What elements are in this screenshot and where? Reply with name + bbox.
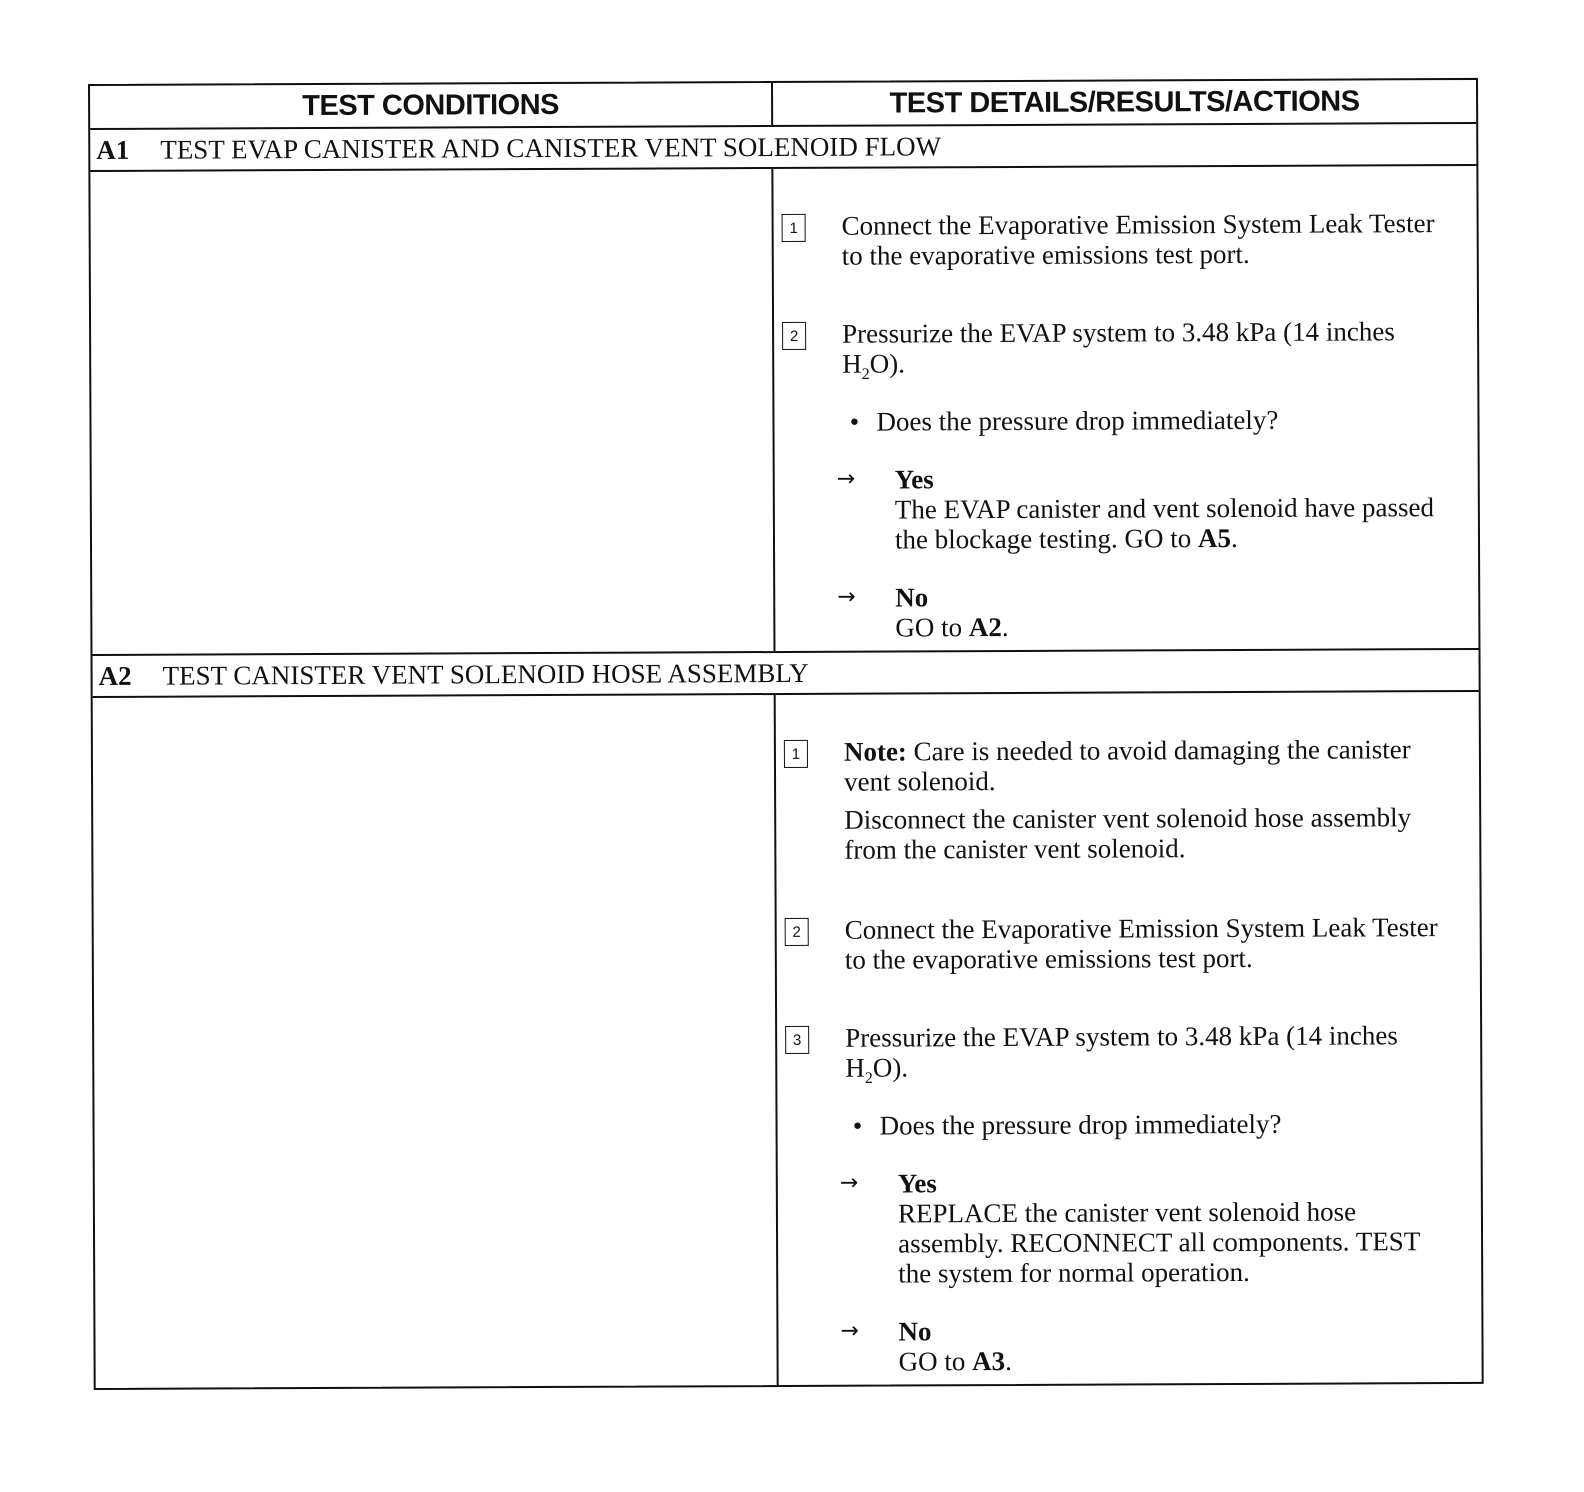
step-text-part: Pressurize the EVAP system to 3.48 kPa (14 inches H bbox=[845, 1020, 1398, 1083]
result-yes bbox=[840, 1166, 1459, 1289]
step-text-part: O). bbox=[869, 348, 906, 379]
section-a2-title bbox=[92, 650, 1478, 698]
result-text-part: GO to bbox=[895, 612, 969, 643]
note-label: Note: bbox=[843, 736, 907, 767]
section-a2-body bbox=[93, 692, 1482, 1388]
test-conditions-cell bbox=[93, 695, 779, 1388]
question-text: Does the pressure drop immediately? bbox=[876, 404, 1279, 437]
result-ref: A2 bbox=[968, 612, 1002, 643]
result-no bbox=[840, 1314, 1458, 1377]
section-a1-title bbox=[90, 124, 1476, 172]
result-ref: A5 bbox=[1197, 523, 1231, 554]
step-number-box: 2 bbox=[782, 322, 806, 350]
question-text: Does the pressure drop immediately? bbox=[879, 1108, 1282, 1141]
note-text: Care is needed to avoid damaging the canister vent solenoid. bbox=[843, 734, 1411, 797]
result-text bbox=[898, 1196, 1458, 1288]
step-2 bbox=[782, 316, 1442, 390]
step-number-box: 1 bbox=[782, 214, 806, 242]
step-2 bbox=[785, 912, 1445, 975]
header-test-conditions: TEST CONDITIONS bbox=[90, 83, 773, 128]
result-end: . bbox=[1001, 611, 1009, 643]
test-details-cell bbox=[776, 692, 1482, 1385]
step-1 bbox=[784, 734, 1445, 865]
result-text bbox=[899, 1344, 1459, 1376]
result-ref: A3 bbox=[972, 1346, 1006, 1377]
result-label: Yes bbox=[894, 464, 934, 495]
arrow-right-icon: → bbox=[837, 584, 856, 610]
step-number-box: 1 bbox=[784, 740, 808, 768]
step-number-box: 2 bbox=[785, 918, 809, 946]
question-item bbox=[832, 405, 1278, 437]
subscript: 2 bbox=[864, 1069, 873, 1088]
step-text bbox=[845, 1020, 1445, 1094]
result-label: No bbox=[898, 1316, 932, 1347]
step-text bbox=[844, 734, 1445, 865]
section-title-text: TEST EVAP CANISTER AND CANISTER VENT SOLENOID FLOW bbox=[160, 130, 942, 165]
step-number-box: 3 bbox=[785, 1026, 809, 1054]
section-code: A1 bbox=[96, 134, 130, 165]
step-1 bbox=[782, 208, 1442, 271]
result-text bbox=[895, 492, 1455, 554]
header-test-details: TEST DETAILS/RESULTS/ACTIONS bbox=[889, 84, 1360, 120]
bullet-icon: • bbox=[849, 406, 860, 437]
step-text: Connect the Evaporative Emission System Leak Tester to the evaporative emissions test port. bbox=[841, 208, 1435, 271]
result-text-part: The EVAP canister and vent solenoid have passed the blockage testing. GO to bbox=[894, 492, 1435, 555]
result-end: . bbox=[1230, 522, 1238, 554]
result-label: Yes bbox=[897, 1168, 937, 1199]
question-item bbox=[835, 1109, 1281, 1141]
arrow-right-icon: → bbox=[839, 1170, 859, 1196]
result-label: No bbox=[895, 582, 929, 613]
step-text: Connect the Evaporative Emission System Leak Tester to the evaporative emissions test port. bbox=[844, 912, 1438, 975]
subscript: 2 bbox=[861, 365, 870, 384]
step-text-part: O). bbox=[872, 1052, 909, 1083]
step-3 bbox=[785, 1020, 1445, 1094]
result-yes bbox=[837, 462, 1455, 555]
section-a1-body bbox=[90, 166, 1478, 656]
table-header bbox=[90, 80, 1476, 130]
arrow-right-icon: → bbox=[840, 1318, 859, 1344]
diagnostic-table bbox=[88, 78, 1484, 1390]
step-instruction: Disconnect the canister vent solenoid hose assembly from the canister vent solenoid. bbox=[844, 802, 1412, 865]
result-end: . bbox=[1005, 1345, 1012, 1377]
result-text bbox=[895, 610, 1455, 642]
section-code: A2 bbox=[98, 660, 132, 691]
step-text-part: Pressurize the EVAP system to 3.48 kPa (14 inches H bbox=[842, 316, 1395, 379]
result-text-part: REPLACE the canister vent solenoid hose assembly. RECONNECT all components. TEST the system for normal operation. bbox=[897, 1196, 1420, 1289]
result-text-part: GO to bbox=[898, 1346, 973, 1377]
step-text bbox=[842, 316, 1442, 390]
test-conditions-cell bbox=[90, 169, 775, 654]
arrow-right-icon: → bbox=[836, 466, 856, 492]
test-details-cell bbox=[773, 166, 1478, 651]
section-title-text: TEST CANISTER VENT SOLENOID HOSE ASSEMBLY bbox=[162, 657, 809, 691]
bullet-icon: • bbox=[852, 1110, 863, 1141]
result-no bbox=[837, 580, 1455, 643]
